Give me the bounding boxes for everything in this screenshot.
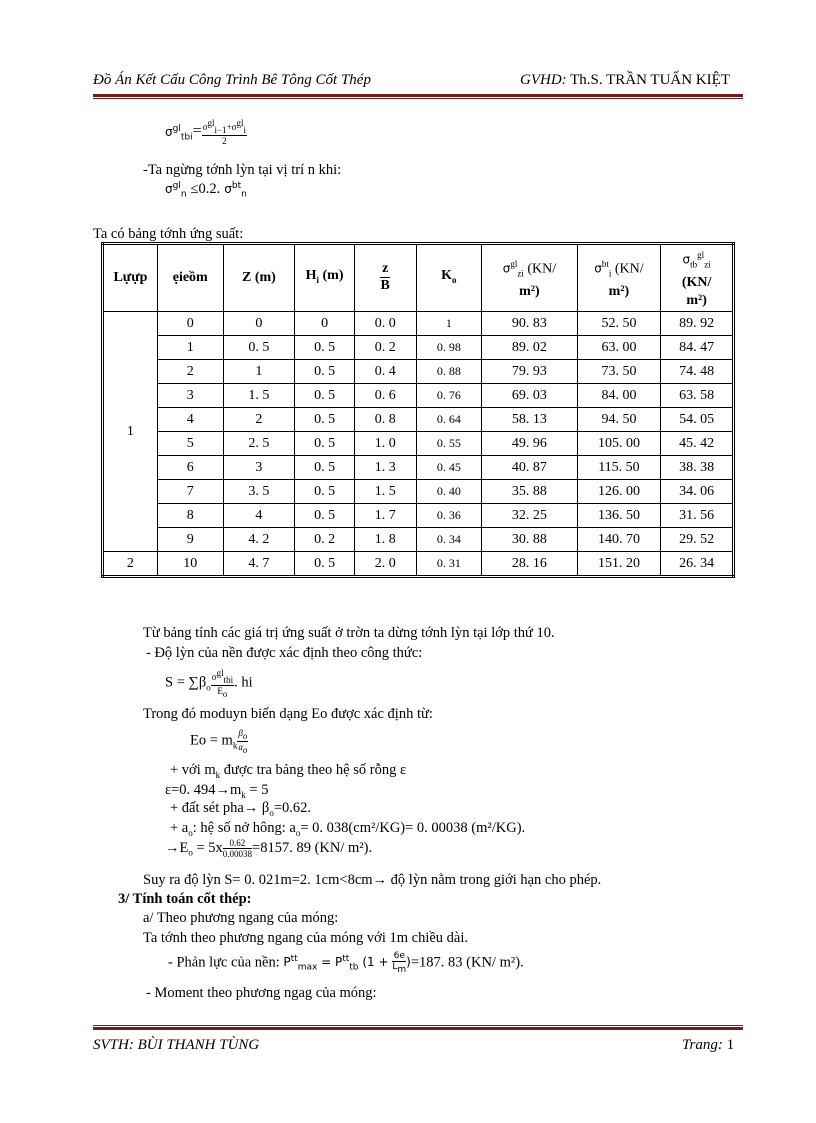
table-cell: 2. 5	[223, 432, 295, 456]
footer-student: SVTH: BÙI THANH TÙNG	[93, 1037, 260, 1053]
table-cell: 58. 13	[482, 408, 578, 432]
table-cell: 136. 50	[577, 504, 661, 528]
table-row	[103, 312, 734, 336]
table-cell: 0. 2	[295, 528, 355, 552]
table-cell: 0. 45	[416, 456, 482, 480]
table-cell: 0. 8	[354, 408, 416, 432]
table-cell: 0. 36	[416, 504, 482, 528]
table-cell: 29. 52	[661, 528, 734, 552]
table-cell: 89. 92	[661, 312, 734, 336]
table-header-row	[103, 244, 734, 312]
table-cell: 84. 47	[661, 336, 734, 360]
footer-page-label: Trang:	[682, 1037, 723, 1053]
header-rule-thin	[93, 98, 743, 99]
table-cell: 1. 0	[354, 432, 416, 456]
table-cell: 63. 58	[661, 384, 734, 408]
layer-group-cell: 1	[103, 312, 158, 552]
table-row	[103, 360, 734, 384]
table-row	[103, 504, 734, 528]
col-header-sigma-tb: $\sigma_{tb}^{gl}_{zi}$ (KN/ m²)	[661, 244, 734, 312]
table-cell: 26. 34	[661, 552, 734, 577]
table-cell: 0. 5	[295, 384, 355, 408]
table-cell: 0	[223, 312, 295, 336]
table-cell: 40. 87	[482, 456, 578, 480]
table-cell: 0. 5	[295, 480, 355, 504]
col-header-hi: $H_i$ (m)	[295, 244, 355, 312]
table-caption: Ta có bảng tớnh ứng suất:	[93, 226, 244, 242]
table-cell: 4	[223, 504, 295, 528]
col-header-ko: $K_o$	[416, 244, 482, 312]
table-cell: 54. 05	[661, 408, 734, 432]
table-cell: 151. 20	[577, 552, 661, 577]
table-cell: 1	[416, 312, 482, 336]
paragraph-5: ε=0. $494\to m_k = 5$	[165, 782, 269, 800]
table-cell: 34. 06	[661, 480, 734, 504]
table-cell: 126. 00	[577, 480, 661, 504]
layer-group-cell: 2	[103, 552, 158, 577]
table-cell: 3	[223, 456, 295, 480]
header-advisor	[520, 72, 730, 89]
table-cell: 4. 2	[223, 528, 295, 552]
table-cell: 9	[157, 528, 223, 552]
table-cell: 90. 83	[482, 312, 578, 336]
table-cell: 0. 5	[295, 336, 355, 360]
table-row	[103, 528, 734, 552]
stop-text: -Ta ngừng tớnh lỳn tại vị trí n khi:	[143, 162, 342, 178]
paragraph-2: - Độ lỳn của nền được xác định theo công thức:	[146, 645, 423, 661]
col-header-layer: Lựựp	[103, 244, 158, 312]
paragraph-8: $\to E_o = 5x$ $\frac{0.62}{0.00038}$ =8157. 89 (KN/ m²).	[165, 838, 373, 859]
table-row	[103, 384, 734, 408]
table-cell: 3. 5	[223, 480, 295, 504]
table-cell: 74. 48	[661, 360, 734, 384]
table-cell: 73. 50	[577, 360, 661, 384]
table-cell: 2	[223, 408, 295, 432]
paragraph-6: + đất sét $pha\to \beta_o=0.62$.	[170, 800, 311, 818]
col-header-zb: $\frac{z}{B}$	[354, 244, 416, 312]
table-cell: 28. 16	[482, 552, 578, 577]
table-cell: 4	[157, 408, 223, 432]
table-cell: 0. 0	[354, 312, 416, 336]
table-cell: 0. 40	[416, 480, 482, 504]
table-body	[103, 312, 734, 577]
table-cell: 115. 50	[577, 456, 661, 480]
header-advisor-label: GVHD:	[520, 72, 567, 88]
paragraph-9: Suy ra độ lỳn S= 0. 021m=2. 1cm<8cm→ độ lỳn nằm trong giới hạn cho phép.	[143, 872, 602, 888]
paragraph-4: + với $m_k$ được tra bảng theo hệ số rỗng ε	[170, 762, 407, 780]
col-header-sigma-bt: $\sigma^{bt}_i$ (KN/ m²)	[577, 244, 661, 312]
footer-rule-thin	[93, 1025, 743, 1026]
table-cell: 0. 88	[416, 360, 482, 384]
table-cell: 38. 38	[661, 456, 734, 480]
subsection-a: a/ Theo phương ngang của móng:	[143, 910, 339, 926]
table-cell: 1. 5	[354, 480, 416, 504]
table-cell: 0. 5	[295, 504, 355, 528]
table-cell: 0. 5	[223, 336, 295, 360]
col-header-sigma-gl: $\sigma^{gl}_{zi}$ (KN/ m²)	[482, 244, 578, 312]
section-3-heading: 3/ Tính toán cốt thép:	[118, 891, 252, 907]
table-cell: 0. 2	[354, 336, 416, 360]
eo-formula: $Eo = m_k$ $\frac{\beta_o}{a_o}$	[190, 728, 248, 755]
footer-page-number: 1	[722, 1037, 735, 1053]
paragraph-7: + $a_o$: hệ số nở hông: $a_o= 0$. 038(cm²/KG)= 0. 00038 (m²/KG).	[170, 820, 526, 838]
table-row	[103, 456, 734, 480]
col-header-z: Z (m)	[223, 244, 295, 312]
table-cell: 2. 0	[354, 552, 416, 577]
sigma-tbi-formula: $\sigma^{gl}_{tbi}=$ $\frac{\sigma^{gl}_{i-1}+\sigma^{gl}_i}{2}$	[165, 118, 247, 146]
table-cell: 1. 8	[354, 528, 416, 552]
table-cell: 94. 50	[577, 408, 661, 432]
table-cell: 84. 00	[577, 384, 661, 408]
paragraph-12: - Moment theo phương ngag của móng:	[146, 985, 377, 1001]
table-cell: 6	[157, 456, 223, 480]
paragraph-10: Ta tớnh theo phương ngang của móng với 1m chiều dài.	[143, 930, 469, 946]
header-advisor-name: Th.S. TRẦN TUẤN KIỆT	[566, 72, 730, 88]
table-cell: 69. 03	[482, 384, 578, 408]
table-cell: 45. 42	[661, 432, 734, 456]
paragraph-11: - Phản lực của nền: $P^{tt}_{max} = P^{tt}_{tb}$ (1 + $\frac{6e}{L_m}$ )=187. 83 (KN/ m²).	[168, 951, 524, 975]
table-row	[103, 432, 734, 456]
table-cell: 3	[157, 384, 223, 408]
footer-page	[682, 1037, 734, 1054]
table-cell: 0. 5	[295, 432, 355, 456]
table-cell: 1. 5	[223, 384, 295, 408]
col-header-point: ẹieồm	[157, 244, 223, 312]
table-cell: 49. 96	[482, 432, 578, 456]
table-cell: 31. 56	[661, 504, 734, 528]
table-cell: 1	[157, 336, 223, 360]
table-cell: 0. 5	[295, 552, 355, 577]
table-cell: 0. 76	[416, 384, 482, 408]
table-cell: 5	[157, 432, 223, 456]
paragraph-1: Từ bảng tính các giá trị ứng suất ở trờn ta dừng tớnh lỳn tại lớp thứ 10.	[143, 625, 555, 641]
table-cell: 30. 88	[482, 528, 578, 552]
table-cell: 32. 25	[482, 504, 578, 528]
footer-rule	[93, 1027, 743, 1030]
table-cell: 0. 55	[416, 432, 482, 456]
header-title: Đồ Án Kết Cấu Công Trình Bê Tông Cốt Thép	[93, 72, 371, 88]
table-row	[103, 336, 734, 360]
table-cell: 105. 00	[577, 432, 661, 456]
table-cell: 0. 98	[416, 336, 482, 360]
table-cell: 0. 4	[354, 360, 416, 384]
table-cell: 0. 5	[295, 408, 355, 432]
table-cell: 35. 88	[482, 480, 578, 504]
table-row	[103, 552, 734, 577]
table-cell: 63. 00	[577, 336, 661, 360]
table-cell: 1	[223, 360, 295, 384]
table-cell: 89. 02	[482, 336, 578, 360]
table-row	[103, 480, 734, 504]
table-cell: 4. 7	[223, 552, 295, 577]
table-row	[103, 408, 734, 432]
header-rule	[93, 94, 743, 97]
stress-table	[101, 242, 735, 578]
table-cell: 140. 70	[577, 528, 661, 552]
stop-condition: $\sigma^{gl}_n \le 0.2$. $\sigma^{bt}_n$	[165, 181, 247, 200]
table-cell: 0. 5	[295, 360, 355, 384]
paragraph-3: Trong đó moduyn biến dạng Eo được xác định từ:	[143, 706, 433, 722]
table-cell: 52. 50	[577, 312, 661, 336]
stop-condition-tail: ≤0.2.	[190, 181, 221, 197]
table-cell: 10	[157, 552, 223, 577]
table-cell: 0. 5	[295, 456, 355, 480]
table-cell: 0	[157, 312, 223, 336]
table-cell: 1. 3	[354, 456, 416, 480]
table-cell: 0. 34	[416, 528, 482, 552]
table-cell: 79. 93	[482, 360, 578, 384]
settlement-formula: $S = \sum\beta_o$ $\frac{\sigma^{gl}_{tbi}}{E_o}$ . hi	[165, 668, 253, 699]
table-cell: 0. 31	[416, 552, 482, 577]
table-cell: 0. 6	[354, 384, 416, 408]
table-cell: 0. 64	[416, 408, 482, 432]
table-cell: 0	[295, 312, 355, 336]
table-cell: 8	[157, 504, 223, 528]
table-cell: 2	[157, 360, 223, 384]
table-cell: 7	[157, 480, 223, 504]
table-cell: 1. 7	[354, 504, 416, 528]
